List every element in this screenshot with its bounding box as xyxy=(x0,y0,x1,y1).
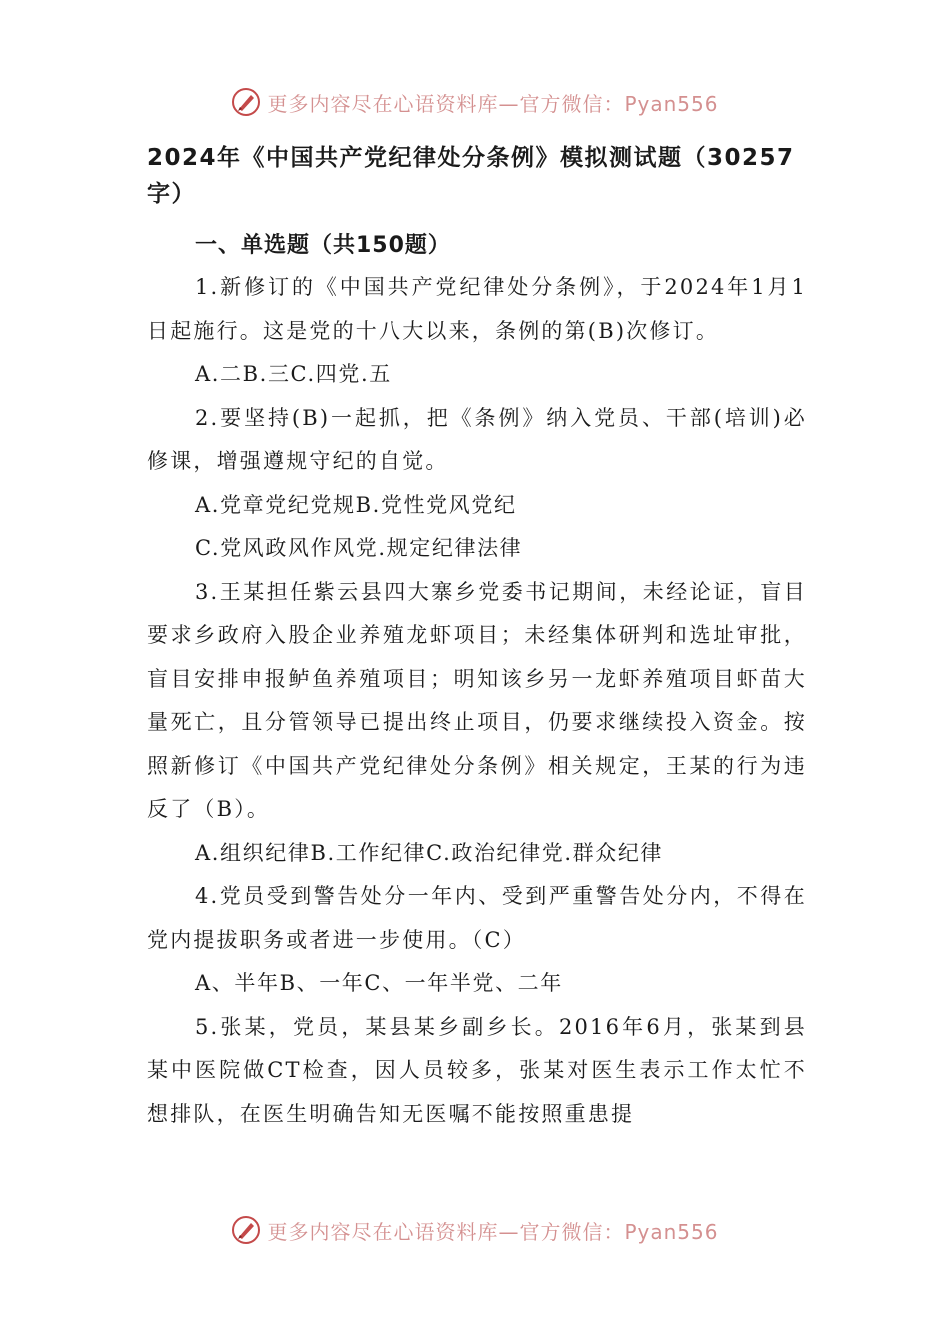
pen-logo-icon xyxy=(231,87,261,117)
question-4: 4.党员受到警告处分一年内、受到严重警告处分内，不得在党内提拔职务或者进一步使用。（C） xyxy=(147,884,807,952)
question-1: 1.新修订的《中国共产党纪律处分条例》，于2024年1月1日起施行。这是党的十八大以来，条例的第(B)次修订。 xyxy=(147,275,807,343)
section-heading: 一、单选题（共150题） xyxy=(195,233,451,258)
pen-logo-icon xyxy=(231,1215,261,1245)
question-5: 5.张某，党员，某县某乡副乡长。2016年6月，张某到县某中医院做CT检查，因人员较多，张某对医生表示工作太忙不想排队，在医生明确告知无医嘱不能按照重患提 xyxy=(147,1014,807,1126)
question-1-options: A.二B.三C.四党.五 xyxy=(195,362,392,386)
document-title: 2024年《中国共产党纪律处分条例》模拟测试题（30257字） xyxy=(147,145,795,207)
watermark-text: 更多内容尽在心语资料库—官方微信：Pyan556 xyxy=(267,91,719,116)
watermark-footer xyxy=(0,1210,950,1250)
document-page xyxy=(147,140,807,1136)
question-3: 3.王某担任紫云县四大寨乡党委书记期间，未经论证，盲目要求乡政府入股企业养殖龙虾项目；未经集体研判和选址审批，盲目安排申报鲈鱼养殖项目；明知该乡另一龙虾养殖项目虾苗大量死亡，且分管领导已提出终止项目，仍要求继续投入资金。按照新修订《中国共产党纪律处分条例》相关规定，王某的行为违反了（B）。 xyxy=(147,579,807,821)
question-2-options-a-b: A.党章党纪党规B.党性党风党纪 xyxy=(195,492,517,517)
watermark-text: 更多内容尽在心语资料库—官方微信：Pyan556 xyxy=(267,1219,719,1244)
question-2: 2.要坚持(B)一起抓，把《条例》纳入党员、干部(培训)必修课，增强遵规守纪的自觉。 xyxy=(147,405,807,473)
question-2-options-c-d: C.党风政风作风党.规定纪律法律 xyxy=(195,536,523,560)
watermark-header xyxy=(0,82,950,122)
question-3-options: A.组织纪律B.工作纪律C.政治纪律党.群众纪律 xyxy=(195,840,664,865)
question-4-options: A、半年B、一年C、一年半党、二年 xyxy=(195,971,563,995)
